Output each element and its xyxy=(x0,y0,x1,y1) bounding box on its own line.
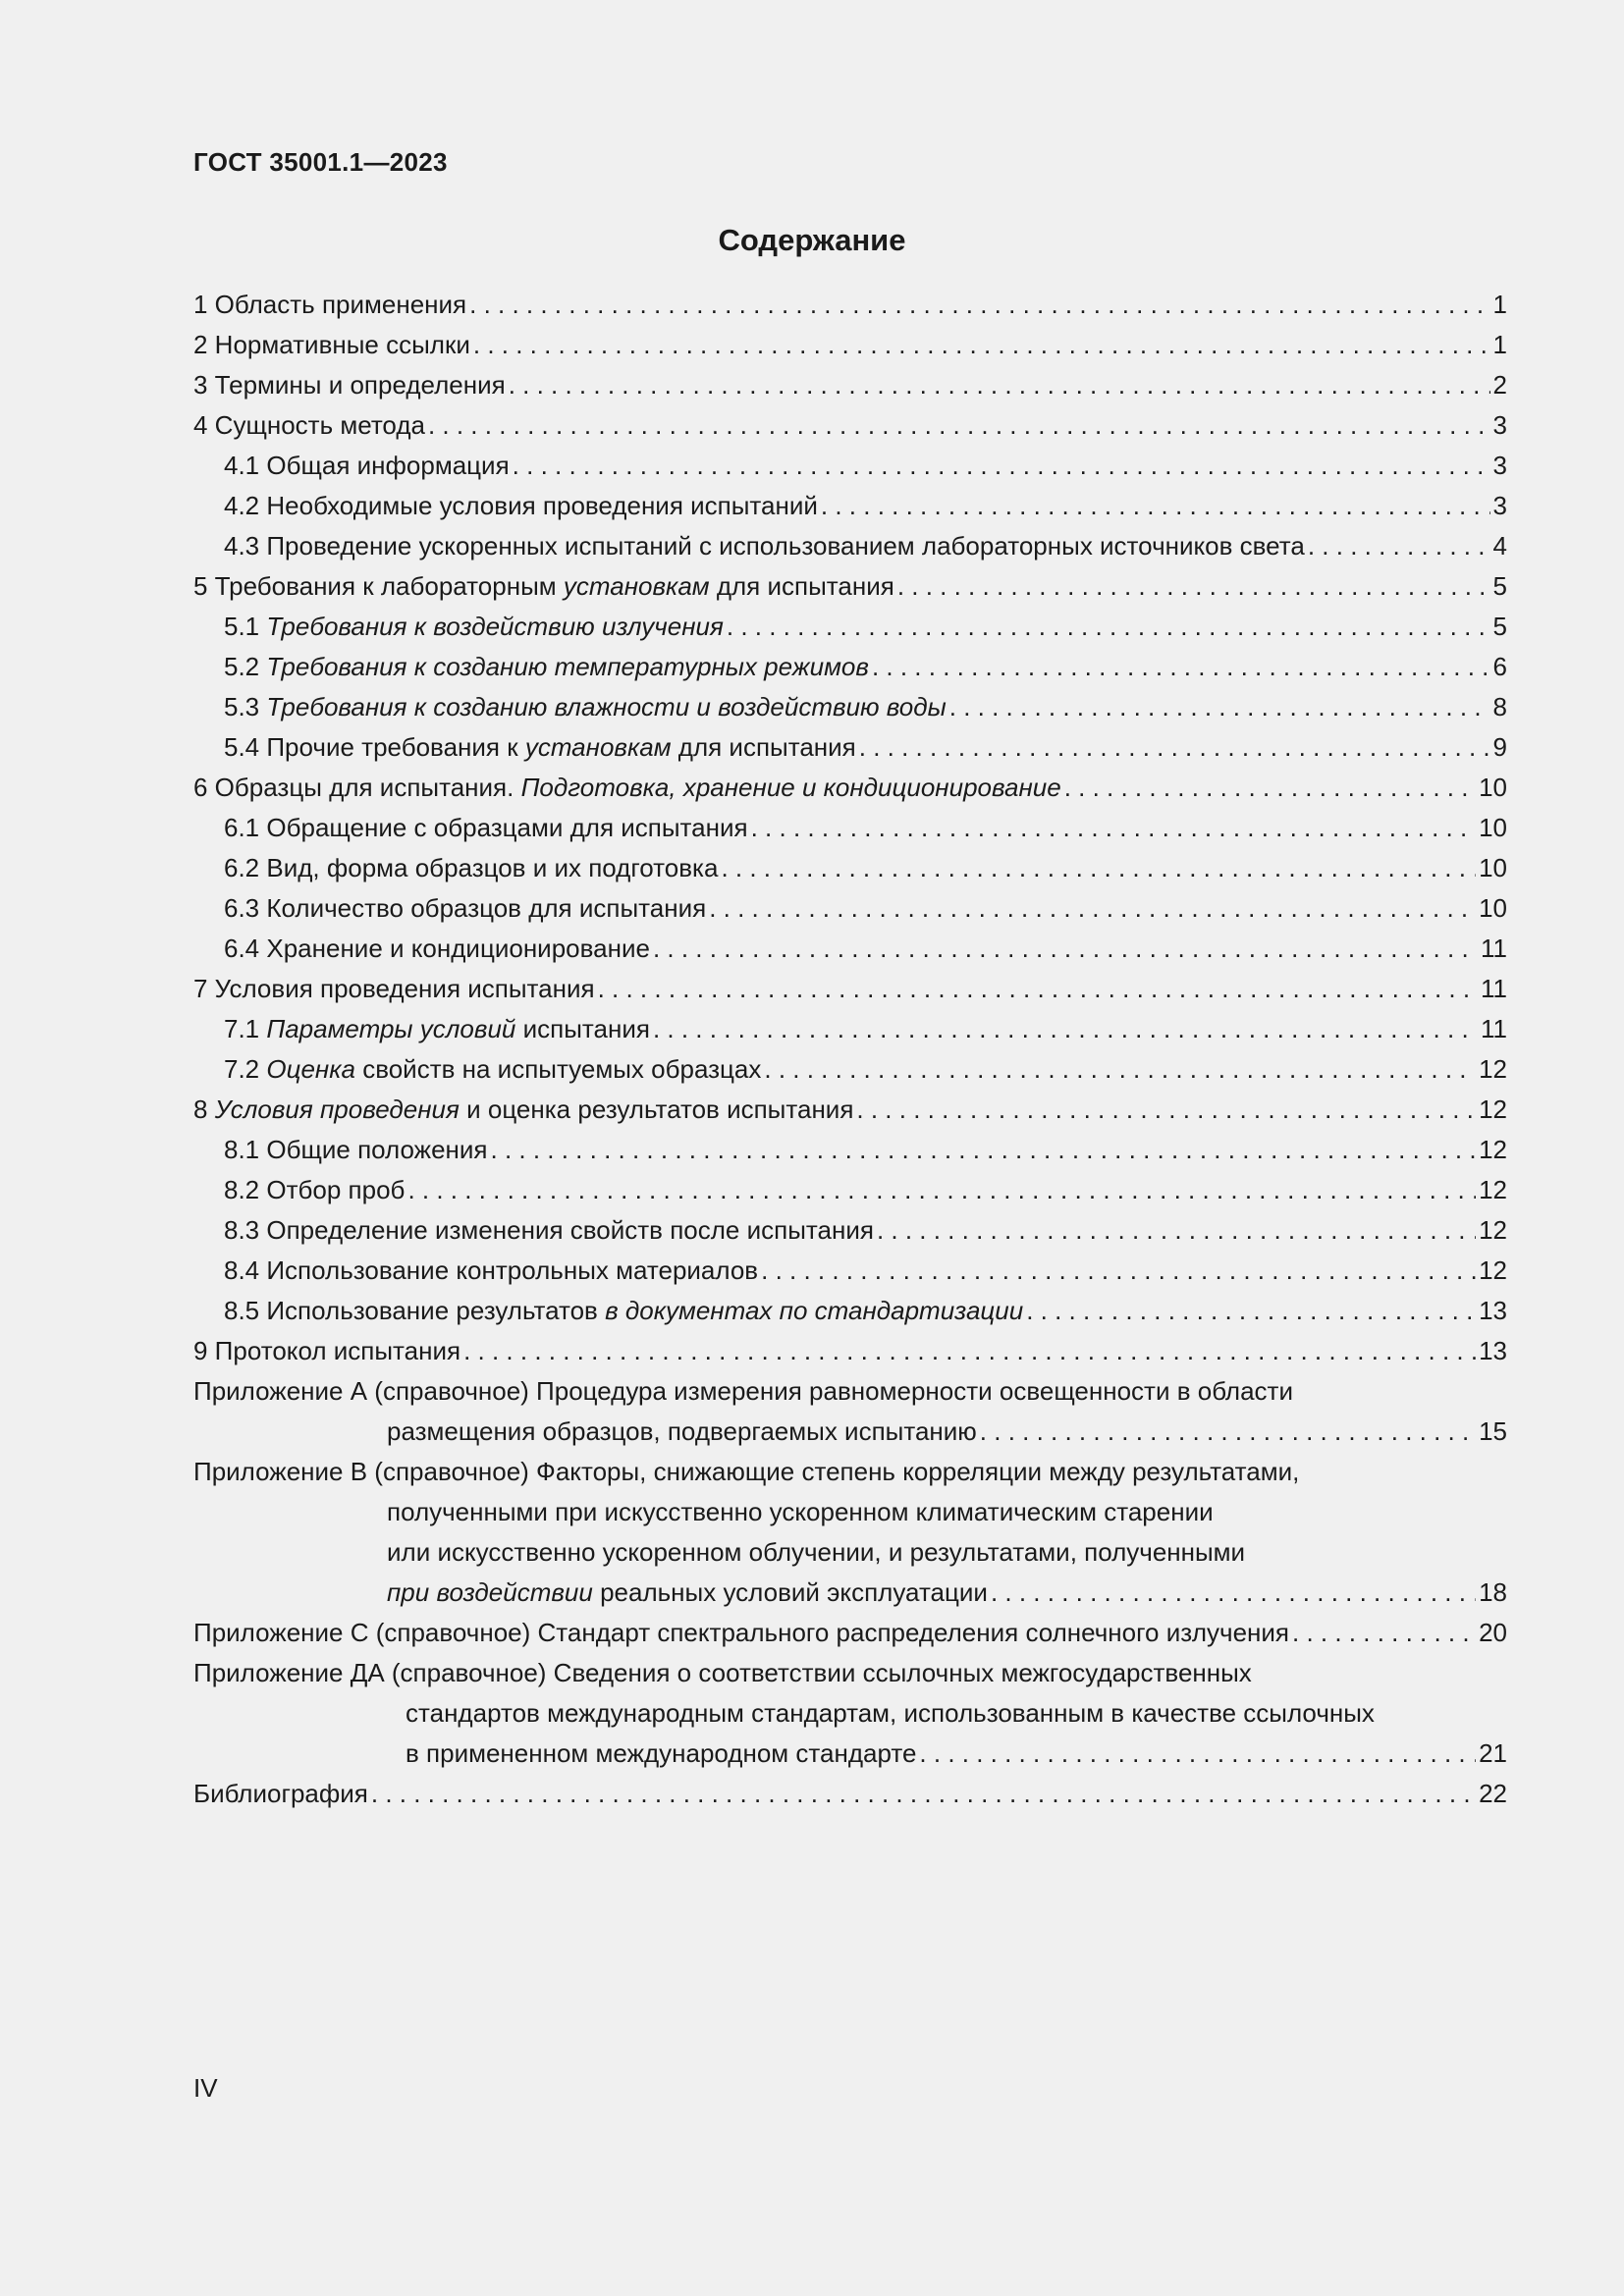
toc-entry[interactable] xyxy=(193,727,1507,768)
toc-entry-title xyxy=(224,1291,1023,1331)
toc-entry-page: 10 xyxy=(1479,893,1507,923)
toc-entry-title xyxy=(406,1734,916,1774)
dot-leader xyxy=(509,365,1490,405)
toc-entry-text-part: Оценка xyxy=(266,1054,355,1084)
toc-entry[interactable] xyxy=(193,969,1507,1009)
toc-entry-text-part: для испытания xyxy=(671,732,856,762)
toc-entry-title xyxy=(193,566,894,607)
toc-entry-line xyxy=(224,1009,1507,1049)
toc-entry-text-part: 6.4 Хранение и кондиционирование xyxy=(224,934,650,963)
toc-entry[interactable] xyxy=(193,365,1507,405)
toc-entry-line xyxy=(224,647,1507,687)
toc-entry-line xyxy=(193,566,1507,607)
toc-entry-page: 1 xyxy=(1492,290,1507,319)
dot-leader xyxy=(821,486,1490,526)
toc-entry-text-part: 4.1 Общая информация xyxy=(224,451,510,480)
dot-leader xyxy=(653,1009,1478,1049)
toc-entry-page: 10 xyxy=(1479,853,1507,882)
toc-entry-page: 12 xyxy=(1479,1054,1507,1084)
toc-entry-page: 3 xyxy=(1492,410,1507,440)
toc-entry-line xyxy=(224,848,1507,888)
toc-annex-cont-line xyxy=(193,1693,1507,1734)
toc-annex-first-line xyxy=(193,1653,1507,1693)
toc-entry-page: 10 xyxy=(1479,773,1507,802)
toc-entry[interactable] xyxy=(193,687,1507,727)
toc-entry-text-part: 5.1 xyxy=(224,612,267,641)
toc-entry-line xyxy=(224,1291,1507,1331)
toc-entry-text-part: испытания xyxy=(515,1014,650,1043)
toc-bibliography[interactable] xyxy=(193,1774,1507,1814)
table-of-contents xyxy=(193,285,1507,1814)
toc-entry[interactable] xyxy=(193,929,1507,969)
toc-entry-page: 12 xyxy=(1479,1095,1507,1124)
toc-annex-first-line xyxy=(193,1452,1507,1492)
toc-entry-title xyxy=(224,446,510,486)
dot-leader xyxy=(469,285,1489,325)
toc-entry-title xyxy=(193,365,506,405)
toc-entry-text-part: Подготовка, хранение и кондиционирование xyxy=(520,773,1061,802)
toc-entry-page: 20 xyxy=(1479,1618,1507,1647)
toc-entry-title xyxy=(224,1170,405,1210)
toc-entry-page: 12 xyxy=(1479,1215,1507,1245)
dot-leader xyxy=(764,1049,1476,1090)
toc-entry-text-part: при воздействии xyxy=(387,1577,593,1607)
toc-entry-page: 11 xyxy=(1481,934,1507,963)
toc-entry-title xyxy=(193,1613,1289,1653)
toc-entry-title xyxy=(193,768,1061,808)
toc-entry-text-part: 4 Сущность метода xyxy=(193,410,425,440)
toc-entry-text-part: 8.5 Использование результатов xyxy=(224,1296,606,1325)
dot-leader xyxy=(761,1251,1476,1291)
toc-entry-line xyxy=(224,607,1507,647)
toc-entry[interactable] xyxy=(193,285,1507,325)
toc-entry-text-part: 5 Требования к лабораторным xyxy=(193,571,564,601)
dot-leader xyxy=(653,929,1478,969)
toc-entry-text-part: 6.1 Обращение с образцами для испытания xyxy=(224,813,748,842)
toc-entry-line xyxy=(224,808,1507,848)
toc-entry-page: 11 xyxy=(1481,974,1507,1003)
toc-annex-entry[interactable] xyxy=(193,1452,1507,1613)
toc-entry-page: 3 xyxy=(1492,491,1507,520)
toc-entry-text-part: Библиография xyxy=(193,1779,368,1808)
toc-entry-text-part: 9 Протокол испытания xyxy=(193,1336,461,1365)
toc-entry-line xyxy=(224,526,1507,566)
toc-entry-line xyxy=(224,727,1507,768)
toc-entry-text-part: свойств на испытуемых образцах xyxy=(354,1054,762,1084)
dot-leader xyxy=(1064,768,1476,808)
toc-entry-page: 1 xyxy=(1492,330,1507,359)
toc-entry[interactable] xyxy=(193,848,1507,888)
toc-entry-title xyxy=(387,1412,977,1452)
toc-entry-title xyxy=(224,888,706,929)
toc-entry-text-part: Требования к воздействию излучения xyxy=(266,612,724,641)
dot-leader xyxy=(428,405,1490,446)
dot-leader xyxy=(751,808,1476,848)
toc-entry-title xyxy=(224,929,650,969)
toc-entry-line xyxy=(224,1049,1507,1090)
page-number: IV xyxy=(193,2073,218,2103)
toc-entry-text-part: в документах по стандартизации xyxy=(605,1296,1024,1325)
toc-entry-page: 13 xyxy=(1479,1336,1507,1365)
toc-entry-text-part: 4.2 Необходимые условия проведения испытаний xyxy=(224,491,818,520)
dot-leader xyxy=(1292,1613,1476,1653)
toc-entry-line xyxy=(193,1412,1507,1452)
toc-entry-page: 21 xyxy=(1479,1738,1507,1768)
dot-leader xyxy=(473,325,1490,365)
toc-entry-text-part: установкам xyxy=(524,732,672,762)
toc-annex-first-line xyxy=(193,1371,1507,1412)
dot-leader xyxy=(877,1210,1476,1251)
toc-entry-text-part: 5.4 Прочие требования к xyxy=(224,732,525,762)
toc-entry-page: 10 xyxy=(1479,813,1507,842)
toc-entry-text-part: реальных условий эксплуатации xyxy=(592,1577,988,1607)
toc-entry[interactable] xyxy=(193,1251,1507,1291)
dot-leader xyxy=(991,1573,1476,1613)
toc-entry-line xyxy=(224,687,1507,727)
toc-entry-title xyxy=(193,1090,853,1130)
dot-leader xyxy=(407,1170,1476,1210)
toc-entry-line xyxy=(224,1210,1507,1251)
toc-entry[interactable] xyxy=(193,888,1507,929)
toc-annex-title: Приложение ДА (справочное) Сведения о соответствии ссылочных межгосударственных xyxy=(193,1658,1252,1687)
toc-entry-page: 12 xyxy=(1479,1255,1507,1285)
toc-entry-text-part: и оценка результатов испытания xyxy=(459,1095,854,1124)
toc-entry-line xyxy=(193,1774,1507,1814)
toc-entry-title xyxy=(224,808,748,848)
toc-entry-text-part: Параметры условий xyxy=(266,1014,516,1043)
dot-leader xyxy=(897,566,1490,607)
toc-entry-title xyxy=(224,687,947,727)
toc-entry-line xyxy=(193,365,1507,405)
toc-entry[interactable] xyxy=(193,1130,1507,1170)
toc-entry-page: 5 xyxy=(1492,571,1507,601)
toc-annex-entry[interactable] xyxy=(193,1653,1507,1774)
dot-leader xyxy=(1308,526,1490,566)
toc-annex-title: Приложение В (справочное) Факторы, снижающие степень корреляции между результатами, xyxy=(193,1457,1300,1486)
toc-entry-text-part: Приложение С (справочное) Стандарт спектрального распределения солнечного излучения xyxy=(193,1618,1290,1647)
dot-leader xyxy=(709,888,1476,929)
toc-entry-text-part: 7.2 xyxy=(224,1054,267,1084)
toc-entry-page: 6 xyxy=(1492,652,1507,681)
toc-entry-page: 12 xyxy=(1479,1135,1507,1164)
toc-entry-line xyxy=(224,1170,1507,1210)
dot-leader xyxy=(919,1734,1476,1774)
dot-leader xyxy=(721,848,1476,888)
toc-entry[interactable] xyxy=(193,1170,1507,1210)
toc-entry-title xyxy=(224,1130,488,1170)
toc-entry[interactable] xyxy=(193,1291,1507,1331)
toc-entry-page: 4 xyxy=(1492,531,1507,561)
toc-entry[interactable] xyxy=(193,647,1507,687)
toc-entry-title xyxy=(224,727,856,768)
toc-entry[interactable] xyxy=(193,1090,1507,1130)
toc-entry-text-part: 8 xyxy=(193,1095,215,1124)
toc-entry[interactable] xyxy=(193,446,1507,486)
toc-entry-text-part: 6 Образцы для испытания. xyxy=(193,773,521,802)
toc-entry-text-part: 8.3 Определение изменения свойств после испытания xyxy=(224,1215,874,1245)
toc-entry-text-part: 8.1 Общие положения xyxy=(224,1135,488,1164)
toc-entry-text-part: размещения образцов, подвергаемых испытанию xyxy=(387,1416,977,1446)
toc-entry-page: 3 xyxy=(1492,451,1507,480)
toc-entry-text-part: Условия проведения xyxy=(214,1095,460,1124)
toc-entry-title xyxy=(193,405,425,446)
dot-leader xyxy=(463,1331,1476,1371)
toc-entry[interactable] xyxy=(193,1009,1507,1049)
toc-entry-page: 9 xyxy=(1492,732,1507,762)
toc-entry-title xyxy=(193,969,595,1009)
toc-annex-title: Приложение А (справочное) Процедура измерения равномерности освещенности в области xyxy=(193,1376,1293,1406)
dot-leader xyxy=(513,446,1490,486)
toc-entry-page: 15 xyxy=(1479,1416,1507,1446)
toc-entry-text-part: Требования к созданию температурных режимов xyxy=(266,652,869,681)
toc-entry-text-part: Требования к созданию влажности и воздействию воды xyxy=(266,692,947,721)
toc-entry-text-part: 7 Условия проведения испытания xyxy=(193,974,595,1003)
toc-entry-line xyxy=(193,1331,1507,1371)
dot-leader xyxy=(598,969,1478,1009)
toc-entry-page: 22 xyxy=(1479,1779,1507,1808)
dot-leader xyxy=(980,1412,1476,1452)
dot-leader xyxy=(872,647,1490,687)
toc-entry-title xyxy=(387,1573,988,1613)
toc-entry-page: 8 xyxy=(1492,692,1507,721)
toc-entry-text-part: в примененном международном стандарте xyxy=(406,1738,917,1768)
toc-entry[interactable] xyxy=(193,1049,1507,1090)
toc-entry-title xyxy=(193,1774,368,1814)
dot-leader xyxy=(371,1774,1476,1814)
toc-entry-line xyxy=(193,1573,1507,1613)
toc-entry-line xyxy=(193,325,1507,365)
toc-annex-entry[interactable] xyxy=(193,1371,1507,1452)
toc-entry[interactable] xyxy=(193,486,1507,526)
toc-entry-text-part: 4.3 Проведение ускоренных испытаний с использованием лабораторных источников света xyxy=(224,531,1305,561)
toc-entry-line xyxy=(193,969,1507,1009)
toc-entry-line xyxy=(224,888,1507,929)
toc-entry[interactable] xyxy=(193,1331,1507,1371)
toc-entry-title xyxy=(224,1049,761,1090)
toc-entry-text-part: 5.3 xyxy=(224,692,267,721)
toc-annex-cont-line xyxy=(193,1532,1507,1573)
toc-annex-cont-line xyxy=(193,1492,1507,1532)
toc-entry-text-part: 6.3 Количество образцов для испытания xyxy=(224,893,707,923)
toc-entry-title xyxy=(224,526,1305,566)
toc-entry-line xyxy=(224,929,1507,969)
toc-entry-text-part: 7.1 xyxy=(224,1014,267,1043)
toc-entry-text-part: 8.4 Использование контрольных материалов xyxy=(224,1255,759,1285)
toc-entry-title xyxy=(193,1331,460,1371)
toc-entry-title xyxy=(224,848,718,888)
toc-entry-text-part: для испытания xyxy=(709,571,894,601)
toc-entry-line xyxy=(224,446,1507,486)
toc-entry-line xyxy=(193,1090,1507,1130)
toc-entry-page: 18 xyxy=(1479,1577,1507,1607)
toc-entry[interactable] xyxy=(193,768,1507,808)
toc-entry-title xyxy=(193,325,470,365)
dot-leader xyxy=(491,1130,1477,1170)
toc-entry-title xyxy=(224,607,724,647)
toc-title: Содержание xyxy=(718,223,906,257)
toc-entry-text-part: установкам xyxy=(563,571,710,601)
dot-leader xyxy=(859,727,1490,768)
toc-annex-entry[interactable] xyxy=(193,1613,1507,1653)
toc-entry-line xyxy=(224,486,1507,526)
toc-entry-page: 11 xyxy=(1481,1014,1507,1043)
toc-entry-page: 13 xyxy=(1479,1296,1507,1325)
toc-entry-page: 5 xyxy=(1492,612,1507,641)
dot-leader xyxy=(856,1090,1476,1130)
dot-leader xyxy=(949,687,1490,727)
toc-entry-line xyxy=(193,1734,1507,1774)
toc-entry[interactable] xyxy=(193,405,1507,446)
toc-entry-line xyxy=(193,1613,1507,1653)
toc-entry-line xyxy=(193,405,1507,446)
toc-entry-page: 12 xyxy=(1479,1175,1507,1204)
toc-entry-title xyxy=(224,486,818,526)
toc-entry-text-part: 3 Термины и определения xyxy=(193,370,506,400)
toc-entry-title xyxy=(224,1251,758,1291)
toc-entry-text-part: 1 Область применения xyxy=(193,290,467,319)
toc-annex-title-cont: стандартов международным стандартам, использованным в качестве ссылочных xyxy=(406,1698,1375,1728)
toc-entry-title xyxy=(224,647,869,687)
toc-entry-title xyxy=(224,1009,650,1049)
toc-entry-page: 2 xyxy=(1492,370,1507,400)
toc-entry-text-part: 2 Нормативные ссылки xyxy=(193,330,470,359)
toc-entry-line xyxy=(193,285,1507,325)
toc-entry[interactable] xyxy=(193,325,1507,365)
dot-leader xyxy=(1026,1291,1476,1331)
toc-entry-text-part: 5.2 xyxy=(224,652,267,681)
toc-annex-title-cont: полученными при искусственно ускоренном климатическим старении xyxy=(387,1497,1214,1526)
toc-entry[interactable] xyxy=(193,1210,1507,1251)
toc-annex-title-cont: или искусственно ускоренном облучении, и результатами, полученными xyxy=(387,1537,1246,1567)
toc-entry-line xyxy=(224,1251,1507,1291)
toc-entry[interactable] xyxy=(193,607,1507,647)
toc-entry[interactable] xyxy=(193,526,1507,566)
toc-entry-text-part: 8.2 Отбор проб xyxy=(224,1175,406,1204)
document-id: ГОСТ 35001.1—2023 xyxy=(193,147,448,177)
dot-leader xyxy=(727,607,1490,647)
toc-entry-line xyxy=(224,1130,1507,1170)
toc-entry-line xyxy=(193,768,1507,808)
toc-entry[interactable] xyxy=(193,566,1507,607)
toc-entry[interactable] xyxy=(193,808,1507,848)
toc-entry-text-part: 6.2 Вид, форма образцов и их подготовка xyxy=(224,853,719,882)
toc-entry-title xyxy=(193,285,466,325)
toc-entry-title xyxy=(224,1210,874,1251)
